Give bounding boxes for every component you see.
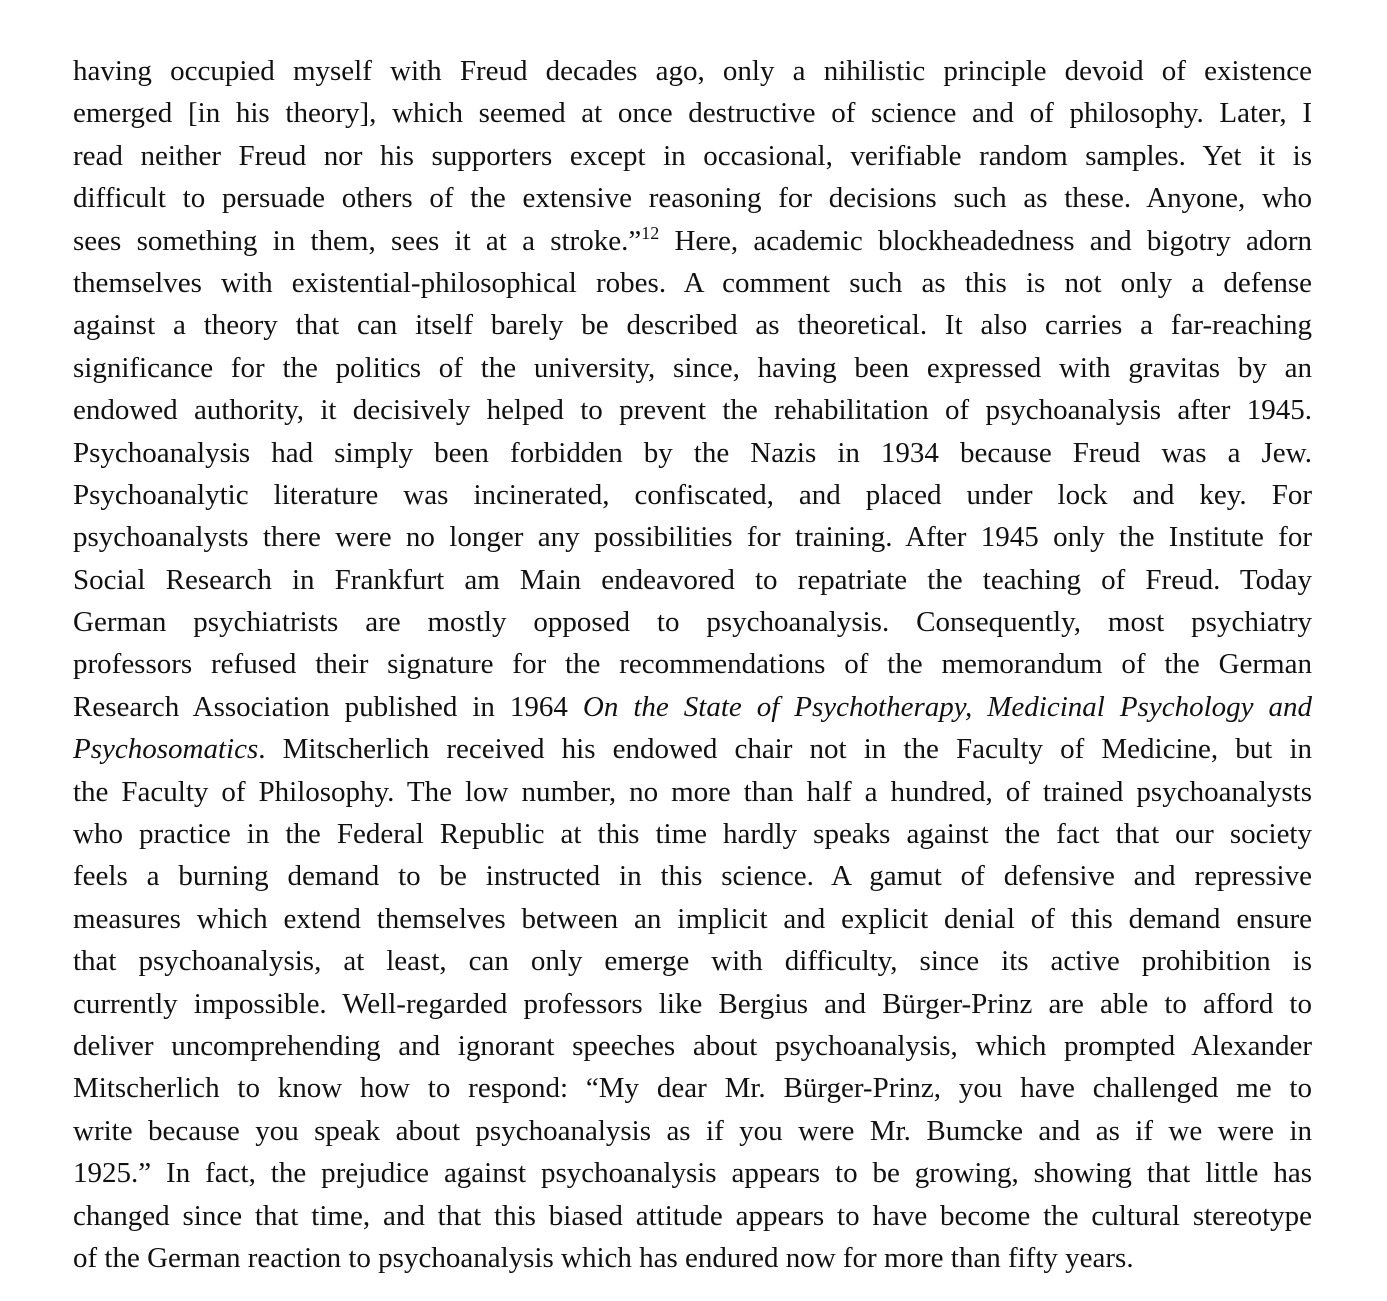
text-line: difficult to persuade others of the extensive reasoning for decisions such as these. Anyone, who: [73, 182, 1312, 215]
publication-title-end: Psychosomatics: [73, 733, 259, 766]
text-line: 1925.” In fact, the prejudice against psychoanalysis appears to be growing, showing that little has: [73, 1157, 1312, 1190]
text-line: measures which extend themselves between an implicit and explicit denial of this demand ensure: [73, 902, 1312, 935]
text-line: currently impossible. Well-regarded professors like Bergius and Bürger-Prinz are able to afford to: [73, 987, 1312, 1020]
text-line: against a theory that can itself barely be described as theoretical. It also carries a far-reaching: [73, 309, 1312, 342]
text-line: emerged [in his theory], which seemed at once destructive of science and of philosophy. Later, I: [73, 97, 1312, 130]
text-line: German psychiatrists are mostly opposed to psychoanalysis. Consequently, most psychiatry: [73, 606, 1312, 639]
text-line: having occupied myself with Freud decades ago, only a nihilistic principle devoid of existence: [73, 55, 1312, 87]
body-paragraph: [73, 50, 1312, 1279]
text-line: who practice in the Federal Republic at this time hardly speaks against the fact that our society: [73, 818, 1312, 851]
text-line: significance for the politics of the university, since, having been expressed with gravitas by an: [73, 351, 1312, 384]
text-line: Social Research in Frankfurt am Main endeavored to repatriate the teaching of Freud. Today: [73, 563, 1312, 596]
text-line: professors refused their signature for the recommendations of the memorandum of the German: [73, 648, 1312, 681]
text-line: that psychoanalysis, at least, can only emerge with difficulty, since its active prohibition is: [73, 945, 1312, 978]
text-line: Mitscherlich to know how to respond: “My dear Mr. Bürger-Prinz, you have challenged me to: [73, 1072, 1312, 1105]
text-line: feels a burning demand to be instructed in this science. A gamut of defensive and repressive: [73, 860, 1312, 893]
text-line: deliver uncomprehending and ignorant speeches about psychoanalysis, which prompted Alexander: [73, 1029, 1312, 1062]
text-line: write because you speak about psychoanalysis as if you were Mr. Bumcke and as if we were in: [73, 1114, 1312, 1147]
text-line: Psychoanalysis had simply been forbidden by the Nazis in 1934 because Freud was a Jew.: [73, 436, 1312, 469]
text-line: Psychosomatics. Mitscherlich received his endowed chair not in the Faculty of Medicine, but in: [73, 733, 1312, 766]
text-line: Psychoanalytic literature was incinerated, confiscated, and placed under lock and key. For: [73, 478, 1312, 511]
footnote-reference[interactable]: 12: [641, 222, 660, 243]
text-line: sees something in them, sees it at a stroke.”$^{12}$ Here, academic blockheadedness and bigotry adorn: [73, 222, 1312, 257]
text-line: the Faculty of Philosophy. The low number, no more than half a hundred, of trained psychoanalysts: [73, 775, 1312, 808]
text-line: themselves with existential-philosophical robes. A comment such as this is not only a defense: [73, 266, 1312, 299]
text-line: psychoanalysts there were no longer any possibilities for training. After 1945 only the Institute for: [73, 521, 1312, 554]
publication-title: On the State of Psychotherapy, Medicinal Psychology and: [582, 690, 1312, 723]
text-line: endowed authority, it decisively helped to prevent the rehabilitation of psychoanalysis after 1945.: [73, 394, 1312, 427]
text-line: Research Association published in 1964 On the State of Psychotherapy, Medicinal Psychology and: [73, 690, 1312, 723]
text-line-last: of the German reaction to psychoanalysis which has endured now for more than fifty years.: [73, 1241, 1134, 1274]
text-line: read neither Freud nor his supporters except in occasional, verifiable random samples. Yet it is: [73, 139, 1312, 172]
text-line: changed since that time, and that this biased attitude appears to have become the cultural stereotype: [73, 1199, 1312, 1232]
